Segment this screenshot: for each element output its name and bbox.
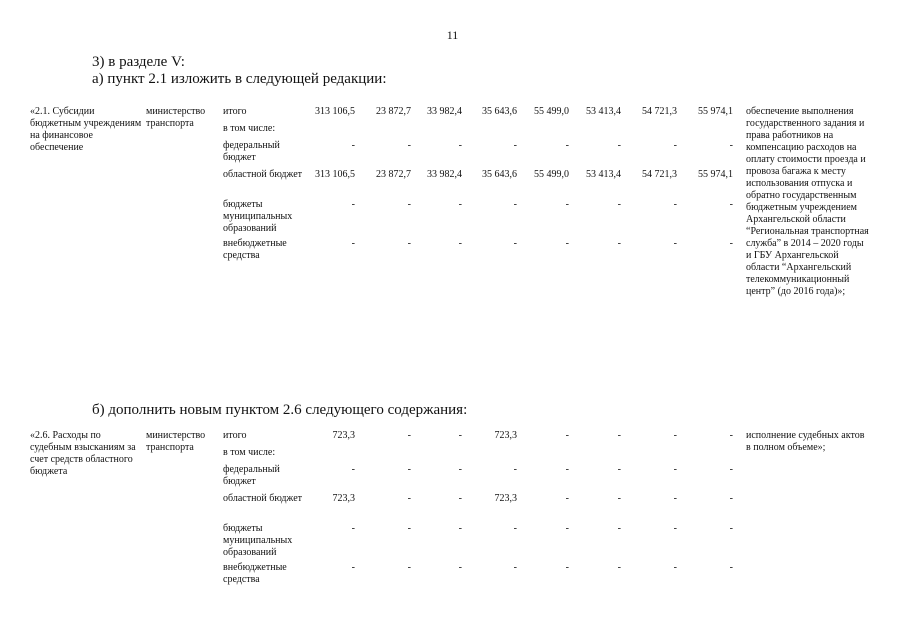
funding-value-cell: -: [351, 199, 355, 210]
funding-value-cell: -: [565, 562, 569, 573]
funding-source-label: федеральный бюджет: [223, 464, 280, 487]
funding-value-cell: -: [351, 562, 355, 573]
funding-value-cell: -: [729, 562, 733, 573]
funding-value-cell: -: [407, 523, 411, 534]
funding-value-cell: 723,3: [332, 493, 355, 504]
funding-value-cell: -: [513, 464, 517, 475]
measure-name: «2.1. Субсидии бюджетным учреждениям на финансовое обеспечение: [30, 106, 142, 153]
funding-value-cell: -: [513, 238, 517, 249]
funding-value-cell: 53 413,4: [586, 106, 621, 117]
funding-value-cell: -: [729, 464, 733, 475]
funding-value-cell: -: [617, 562, 621, 573]
funding-value-cell: -: [351, 523, 355, 534]
funding-value-cell: -: [729, 199, 733, 210]
funding-value-cell: -: [351, 238, 355, 249]
funding-source-label: в том числе:: [223, 123, 276, 134]
funding-value-cell: -: [729, 523, 733, 534]
funding-value-cell: -: [407, 464, 411, 475]
funding-value-cell: -: [458, 238, 462, 249]
funding-value-cell: -: [617, 464, 621, 475]
funding-value-cell: -: [617, 238, 621, 249]
funding-source-label: внебюджетные средства: [223, 562, 287, 585]
item-b-heading: б) дополнить новым пунктом 2.6 следующего содержания:: [92, 402, 468, 418]
funding-value-cell: -: [513, 199, 517, 210]
funding-value-cell: 54 721,3: [642, 169, 677, 180]
funding-value-cell: -: [673, 464, 677, 475]
funding-value-cell: 53 413,4: [586, 169, 621, 180]
funding-value-cell: -: [458, 140, 462, 151]
funding-source-label: областной бюджет: [223, 169, 303, 180]
funding-value-cell: -: [407, 493, 411, 504]
funding-value-cell: -: [673, 199, 677, 210]
executor-name: министерство транспорта: [146, 430, 206, 453]
funding-value-cell: -: [565, 238, 569, 249]
funding-value-cell: -: [351, 140, 355, 151]
funding-value-cell: 55 974,1: [698, 106, 733, 117]
funding-value-cell: -: [458, 493, 462, 504]
funding-value-cell: -: [458, 430, 462, 441]
funding-value-cell: -: [565, 523, 569, 534]
funding-value-cell: 33 982,4: [427, 169, 462, 180]
funding-value-cell: 55 499,0: [534, 106, 569, 117]
funding-source-label: федеральный бюджет: [223, 140, 280, 163]
funding-value-cell: -: [565, 199, 569, 210]
funding-value-cell: 55 974,1: [698, 169, 733, 180]
funding-value-cell: -: [565, 493, 569, 504]
funding-value-cell: -: [407, 430, 411, 441]
funding-value-cell: -: [617, 493, 621, 504]
page-number: 11: [446, 28, 459, 42]
funding-source-label: итого: [223, 430, 247, 441]
funding-value-cell: -: [458, 562, 462, 573]
funding-source-label: итого: [223, 106, 247, 117]
funding-source-label: бюджеты муниципальных образований: [223, 199, 293, 234]
funding-value-cell: -: [729, 493, 733, 504]
funding-value-cell: -: [407, 238, 411, 249]
funding-value-cell: -: [617, 430, 621, 441]
item-a-heading: а) пункт 2.1 изложить в следующей редакции:: [92, 71, 387, 87]
funding-value-cell: -: [617, 199, 621, 210]
funding-value-cell: -: [513, 562, 517, 573]
funding-value-cell: -: [458, 199, 462, 210]
funding-value-cell: 55 499,0: [534, 169, 569, 180]
funding-value-cell: -: [617, 523, 621, 534]
executor-name: министерство транспорта: [146, 106, 206, 129]
funding-value-cell: -: [513, 523, 517, 534]
funding-value-cell: 313 106,5: [315, 169, 355, 180]
funding-value-cell: 23 872,7: [376, 106, 411, 117]
funding-source-label: областной бюджет: [223, 493, 303, 504]
funding-value-cell: -: [673, 430, 677, 441]
funding-value-cell: -: [351, 464, 355, 475]
funding-source-label: в том числе:: [223, 447, 276, 458]
funding-value-cell: -: [673, 140, 677, 151]
funding-value-cell: -: [673, 523, 677, 534]
funding-value-cell: -: [673, 238, 677, 249]
funding-value-cell: -: [407, 140, 411, 151]
measure-name: «2.6. Расходы по судебным взысканиям за счет средств областного бюджета: [30, 430, 136, 477]
funding-value-cell: -: [729, 238, 733, 249]
funding-value-cell: 23 872,7: [376, 169, 411, 180]
funding-value-cell: 33 982,4: [427, 106, 462, 117]
funding-value-cell: -: [458, 464, 462, 475]
section-heading: 3) в разделе V:: [92, 54, 185, 70]
funding-value-cell: 54 721,3: [642, 106, 677, 117]
funding-value-cell: -: [458, 523, 462, 534]
funding-source-label: бюджеты муниципальных образований: [223, 523, 293, 558]
funding-value-cell: -: [565, 430, 569, 441]
expected-result: обеспечение выполнения государственного задания и права работников на компенсацию расходов на оплату стоимости проезда и провоза багажа к месту использования отпуска и обратно государственным бюджетным учреждением Архангельской области “Региональная транспортная служба” в 2014 – 2020 годы и ГБУ Архангельской области “Архангельский телекоммуникационный центр” (до 2016 года)»;: [746, 106, 869, 297]
funding-value-cell: 313 106,5: [315, 106, 355, 117]
funding-value-cell: -: [407, 199, 411, 210]
funding-value-cell: -: [565, 140, 569, 151]
funding-value-cell: -: [729, 430, 733, 441]
funding-value-cell: 723,3: [494, 430, 517, 441]
funding-value-cell: -: [617, 140, 621, 151]
funding-value-cell: -: [729, 140, 733, 151]
expected-result: исполнение судебных актов в полном объеме»;: [746, 430, 865, 453]
funding-value-cell: 35 643,6: [482, 106, 517, 117]
funding-value-cell: -: [407, 562, 411, 573]
funding-value-cell: 35 643,6: [482, 169, 517, 180]
funding-source-label: внебюджетные средства: [223, 238, 287, 261]
funding-value-cell: -: [673, 562, 677, 573]
funding-value-cell: -: [673, 493, 677, 504]
funding-value-cell: -: [565, 464, 569, 475]
funding-value-cell: -: [513, 140, 517, 151]
funding-value-cell: 723,3: [494, 493, 517, 504]
funding-value-cell: 723,3: [332, 430, 355, 441]
